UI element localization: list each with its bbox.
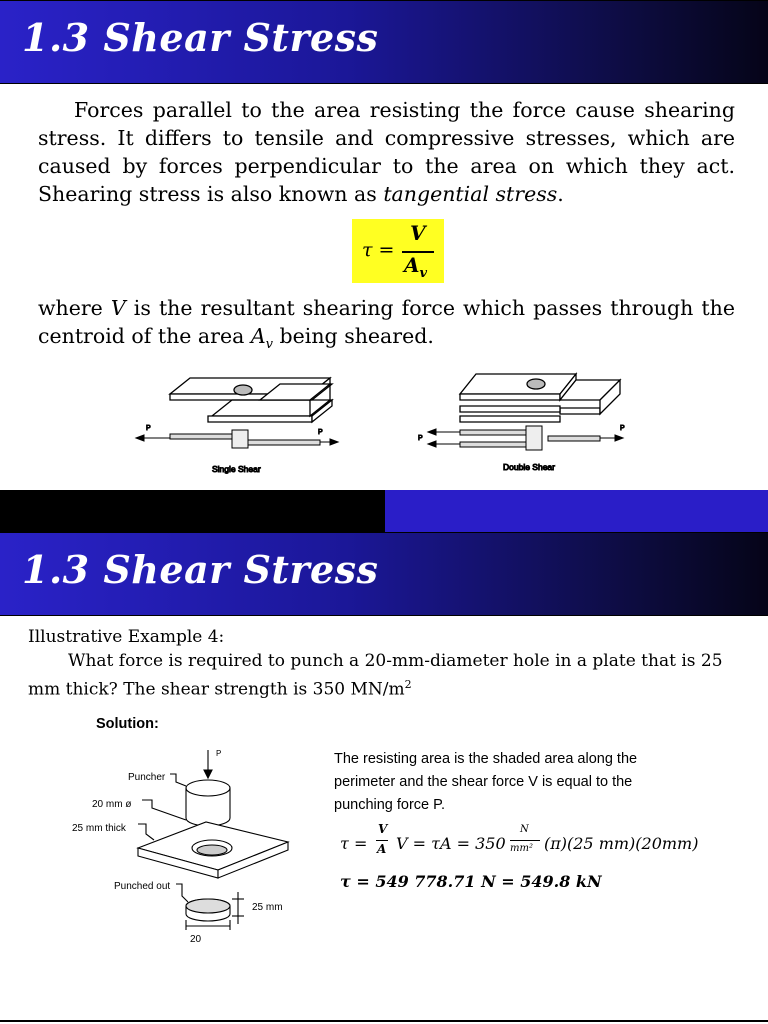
where-3: being sheared.	[279, 324, 434, 348]
shear-formula-box	[352, 219, 444, 283]
example-question-line1: What force is required to punch a 20-mm-diameter hole in a plate that is 25	[68, 651, 723, 671]
paragraph1-end: .	[557, 182, 564, 206]
formula-lhs: τ =	[362, 239, 395, 261]
where-1: where	[38, 296, 103, 320]
punch-label-25mm: 25 mm	[252, 902, 283, 913]
svg-text:P: P	[146, 425, 151, 432]
single-shear-section	[136, 425, 338, 474]
svg-text:P: P	[318, 429, 323, 436]
where-A: $A_v$	[250, 324, 274, 353]
bottom-rule	[0, 1020, 768, 1022]
single-shear-caption: Single Shear	[212, 464, 261, 474]
slide2-title-banner	[0, 532, 768, 616]
punch-label-20: 20	[190, 934, 202, 945]
single-shear-plates	[170, 378, 332, 422]
solution-label: Solution:	[96, 716, 159, 732]
double-shear-section	[418, 425, 625, 472]
punch-label-diameter: 20 mm ø	[92, 799, 132, 810]
paragraph1-text: Forces parallel to the area resisting the force cause shearing stress. It differs to tensile and compressive stresses, which are caused by forces perpendicular to the area on which they act. Shearing stress is also known as	[38, 98, 735, 206]
svg-text:P: P	[418, 435, 423, 442]
slide-separator-black	[0, 490, 385, 532]
where-V: V	[110, 296, 126, 320]
where-2: is the resultant shearing force which passes through the centroid of the area	[38, 296, 735, 348]
slide1-title: 1.3 Shear Stress	[22, 15, 379, 60]
punch-label-punched: Punched out	[114, 881, 171, 892]
paragraph1-italic: tangential stress	[383, 182, 558, 206]
svg-text:P: P	[620, 425, 625, 432]
equation-2: τ = 549 778.71 N = 549.8 kN	[340, 872, 602, 891]
formula-denominator: $A_v$	[404, 253, 428, 281]
double-shear-caption: Double Shear	[503, 462, 555, 472]
solution-explanation: The resisting area is the shaded area along the perimeter and the shear force V is equal to the punching force P.	[334, 751, 638, 813]
slide1-where-text	[38, 294, 735, 359]
slide-separator-blue	[385, 490, 768, 532]
slide1-paragraph	[38, 96, 735, 208]
punch-label-p: P	[216, 749, 222, 758]
example-heading: Illustrative Example 4:	[28, 627, 225, 647]
slide2-title: 1.3 Shear Stress	[22, 547, 379, 592]
shear-figure	[130, 368, 650, 480]
punch-label-puncher: Puncher	[128, 772, 166, 783]
punch-figure	[66, 744, 306, 954]
example-question-line2: mm thick? The shear strength is 350 $MN/m^2$	[28, 678, 412, 700]
formula-numerator: V	[410, 221, 426, 245]
punch-label-thick: 25 mm thick	[72, 823, 126, 834]
slide1-title-banner	[0, 0, 768, 84]
double-shear-plates	[460, 374, 620, 422]
equation-1: τ = V A V = τA = 350 N mm² (π)(25 mm)(20mm)	[340, 822, 699, 856]
